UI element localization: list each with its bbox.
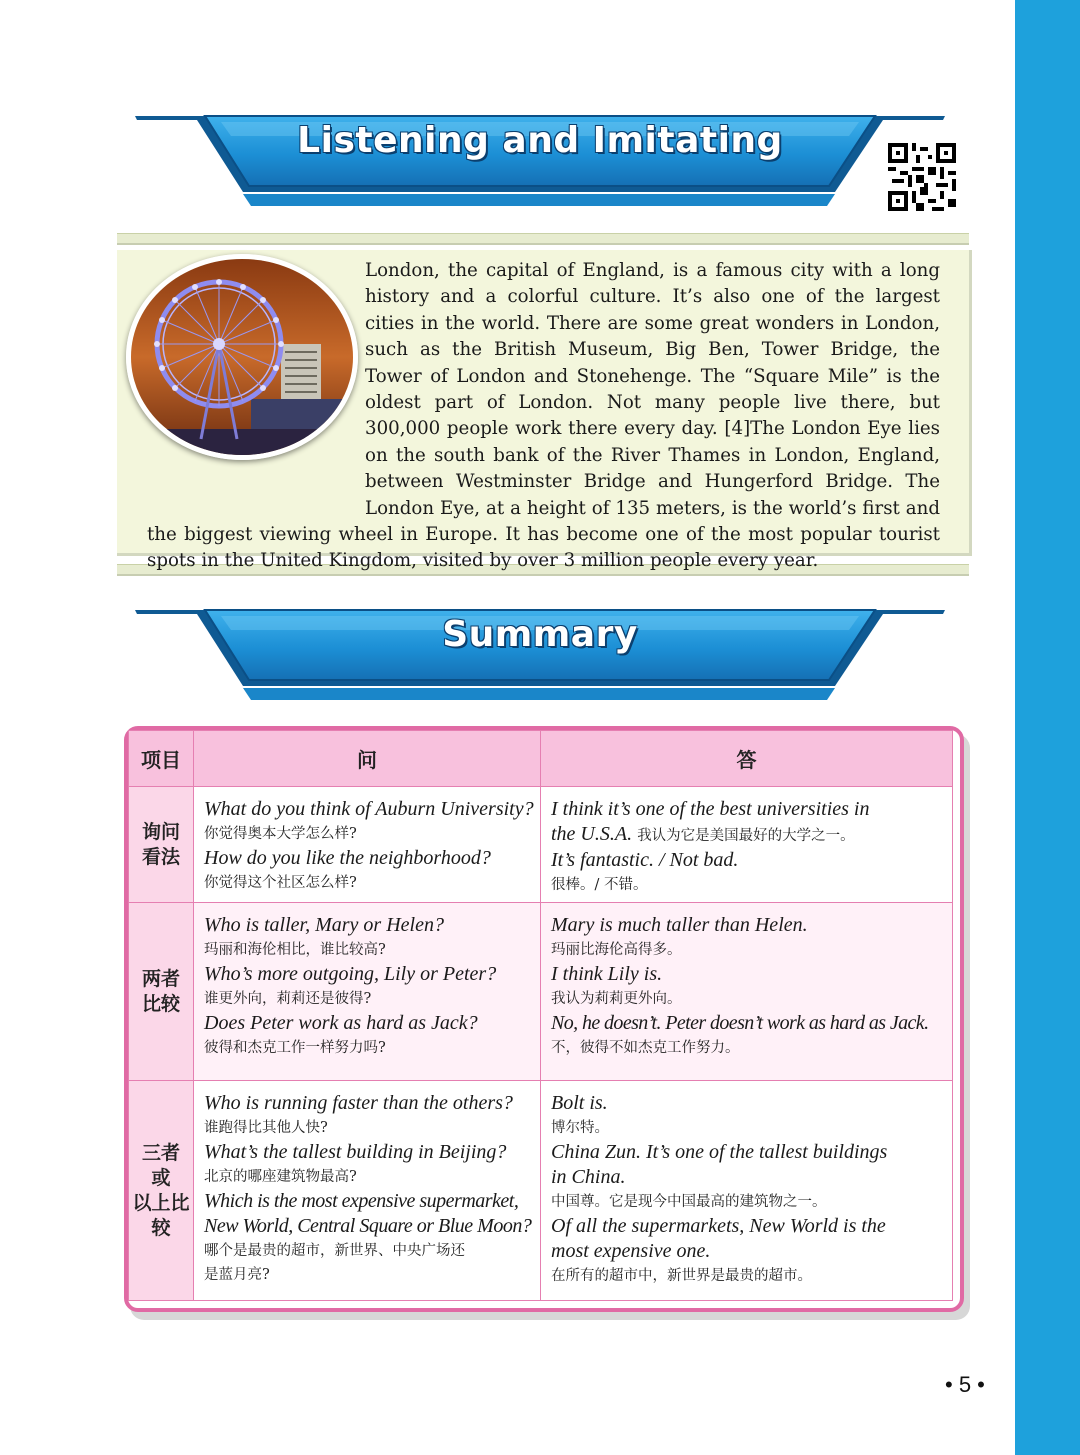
- table-row: [129, 903, 953, 1081]
- answer-cell: I think it’s one of the best universities in the U.S.A. 我认为它是美国最好的大学之一。 It’s fantastic. / Not bad. 很棒。/ 不错。: [541, 787, 953, 903]
- category-opinion: 询问 看法: [129, 787, 194, 903]
- side-color-strip: [1015, 0, 1080, 1455]
- listening-title: Listening and Imitating: [297, 120, 783, 161]
- reference-mark: [4]: [724, 418, 751, 440]
- question-cell: Who is running faster than the others? 谁跑得比其他人快? What’s the tallest building in Beijing? 北京的哪座建筑物最高? Which is the most expensive supermarket, New World, Central Square or Blue Moon? 哪个是最贵的超市，新世界、中央广场还 是蓝月亮?: [194, 1081, 541, 1301]
- table-row: [129, 1081, 953, 1301]
- category-three-compare: 三者 或 以上比 较: [129, 1081, 194, 1301]
- listening-banner: [135, 114, 945, 209]
- passage-part2: The London Eye lies on the south bank of the River Thames in London, England, between Westminster Bridge and Hungerford Bridge. The London Eye, at a height of 135 meters, is the world’s first and the biggest viewing wheel in Europe. It has become one of the most popular tourist spots in the United Kingdom, visited by over 3 million people every year.: [147, 418, 940, 572]
- header-question: 问: [194, 731, 541, 787]
- passage-text: [147, 258, 940, 575]
- summary-banner: [135, 608, 945, 703]
- answer-cell: Mary is much taller than Helen. 玛丽比海伦高得多。 I think Lily is. 我认为莉莉更外向。 No, he doesn’t. Peter doesn’t work as hard as Jack. 不，彼得不如杰克工作努力。: [541, 903, 953, 1081]
- passage-part1: London, the capital of England, is a famous city with a long history and a colorful culture. It’s also one of the largest cities in the world. There are some great wonders in London, such as the British Museum, Big Ben, Tower Bridge, the Tower of London and Stonehenge. The “Square Mile” is the oldest part of London. Not many people live there, but 300,000 people work there every day.: [365, 260, 940, 440]
- category-two-compare: 两者 比较: [129, 903, 194, 1081]
- table-header-row: [129, 731, 953, 787]
- page-number: • 5 •: [945, 1372, 985, 1397]
- header-item: 项目: [129, 731, 194, 787]
- question-cell: Who is taller, Mary or Helen? 玛丽和海伦相比，谁比较高? Who’s more outgoing, Lily or Peter? 谁更外向，莉莉还是彼得? Does Peter work as hard as Jack? 彼得和杰克工作一样努力吗?: [194, 903, 541, 1081]
- header-answer: 答: [541, 731, 953, 787]
- question-cell: What do you think of Auburn University? 你觉得奥本大学怎么样? How do you like the neighborhood? 你觉得这个社区怎么样?: [194, 787, 541, 903]
- qr-code-icon[interactable]: [888, 143, 956, 211]
- summary-table: [128, 730, 953, 1301]
- summary-title: Summary: [442, 614, 638, 655]
- table-row: [129, 787, 953, 903]
- top-rule: [117, 233, 969, 245]
- answer-cell: Bolt is. 博尔特。 China Zun. It’s one of the tallest buildings in China. 中国尊。它是现今中国最高的建筑物之一。 Of all the supermarkets, New World is the most expensive one. 在所有的超市中，新世界是最贵的超市。: [541, 1081, 953, 1301]
